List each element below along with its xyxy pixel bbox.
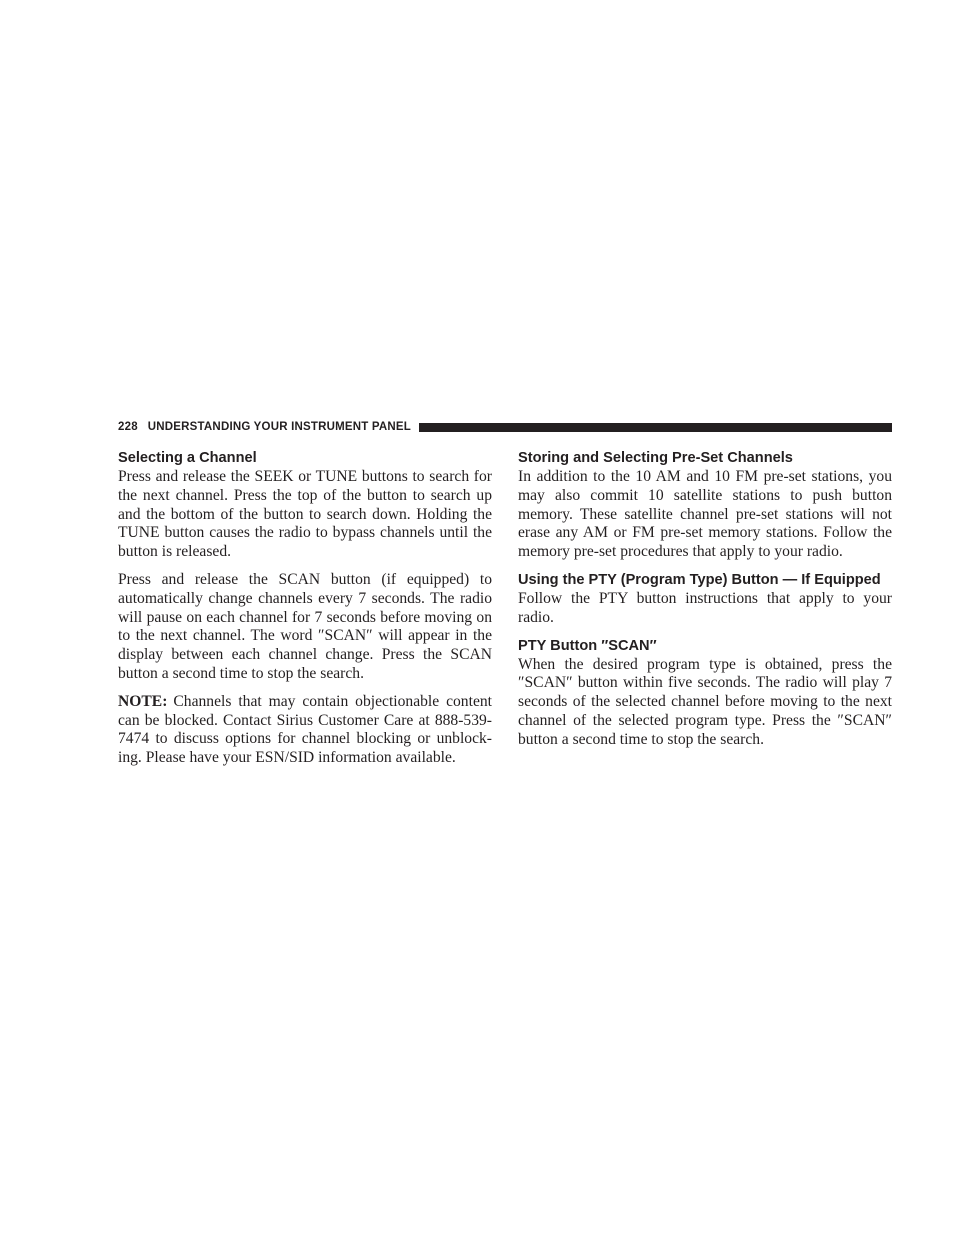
paragraph-preset: In addition to the 10 AM and 10 FM pre-set stations, you may also commit 10 satellite stations to push button memory. These satellite channel pre-set stations will not erase any AM or FM pre-set memory stations. Follow the memory pre-set procedures that apply to your radio. xyxy=(518,468,892,561)
heading-pty-button: Using the PTY (Program Type) Button — If Equipped xyxy=(518,571,881,588)
page-number: 228 xyxy=(118,421,138,433)
paragraph-scan: Press and release the SCAN button (if equipped) to automatically change channels every 7 seconds. The radio will pause on each channel for 7 seconds before moving on to the next channel. The word ″SCAN″ will appear in the display between each channel change. Press the SCAN button a second time to stop the search. xyxy=(118,570,492,682)
section-title: UNDERSTANDING YOUR INSTRUMENT PANEL xyxy=(147,421,411,433)
heading-storing-preset-channels: Storing and Selecting Pre-Set Channels xyxy=(518,450,793,466)
header-rule-bar xyxy=(419,423,892,432)
paragraph-pty-follow: Follow the PTY button instructions that apply to your radio. xyxy=(518,589,892,626)
page-header xyxy=(118,419,892,435)
left-column xyxy=(118,449,492,768)
paragraph-seek-tune: Press and release the SEEK or TUNE buttons to search for the next channel. Press the top of the button to search up and the bottom of the button to search down. Holding the TUNE button causes the radio to bypass channels until the button is released. xyxy=(118,468,492,561)
heading-pty-scan: PTY Button ″SCAN″ xyxy=(518,637,657,654)
note-label: NOTE: xyxy=(118,692,168,710)
paragraph-pty-scan: When the desired program type is obtained, press the ″SCAN″ button within five seconds. The radio will play 7 seconds of the selected channel before moving to the next channel of the selected program type. Press the ″SCAN″ button a second time to stop the search. xyxy=(518,655,892,748)
note-paragraph xyxy=(118,693,492,768)
note-text: Channels that may contain objectionable content can be blocked. Contact Sirius Customer Care at 888-539-7474 to discuss options for channel blocking or unblock-ing. Please have your ESN/SID information available. xyxy=(118,692,492,767)
heading-selecting-a-channel: Selecting a Channel xyxy=(118,450,257,466)
right-column xyxy=(518,449,892,750)
